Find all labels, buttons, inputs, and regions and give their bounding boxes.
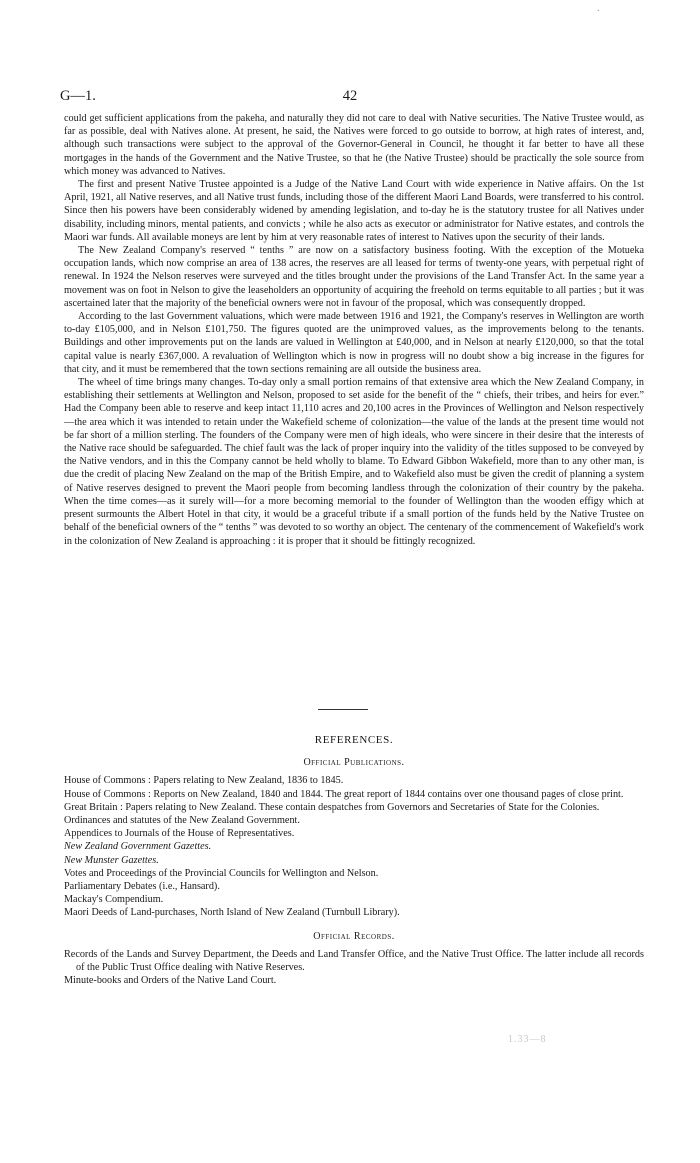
paragraph: could get sufficient applications from the pakeha, and naturally they did not care to deal with Native securities. The Native Trustee would, as far as possible, deal with Natives alone. At present, he said, the Natives were forced to go outside to borrow, at high rates of interest, and, although such transactions were subject to the approval of the Governor-General in Council, he thought it far better to have all these mortgages in the hands of the Government and the Native Trustee, so that he (the Native Trustee) should be practically the sole source from which money was advanced to Natives. (64, 113, 644, 177)
reference-item: Records of the Lands and Survey Department, the Deeds and Land Transfer Office, and the Native Trust Office. The latter include all records of the Public Trust Office dealing with Native Reserves. (64, 948, 644, 974)
reference-item: Parliamentary Debates (i.e., Hansard). (64, 881, 220, 893)
reference-item: Votes and Proceedings of the Provincial Councils for Wellington and Nelson. (64, 867, 379, 879)
reference-item: New Munster Gazettes. (64, 854, 159, 866)
reference-item: Maori Deeds of Land-purchases, North Island of New Zealand (Turnbull Library). (64, 907, 400, 919)
page-header (60, 88, 640, 108)
page-number: 42 (342, 88, 358, 104)
reference-item: Ordinances and statutes of the New Zealand Government. (64, 815, 300, 827)
reference-item: Minute-books and Orders of the Native Land Court. (64, 975, 277, 987)
official-records-heading: Official Records. (313, 930, 395, 942)
paragraph: The first and present Native Trustee appointed is a Judge of the Native Land Court with wide experience in Native affairs. On the 1st April, 1921, all Native reserves, and all Native trust funds, including those of the different Maori Land Boards, were transferred to his control. Since then his powers have been considerably widened by amending legislation, and to-day he is the statutory trustee for all Natives under disability, including minors, mental patients, and convicts ; while he also acts as executor or administrator for Native estates, and controls the Maori war funds. All available moneys are lent by him at very reasonable rates of interest to Natives upon the security of their lands. (64, 179, 644, 243)
reference-item: New Zealand Government Gazettes. (64, 841, 212, 853)
reference-item: House of Commons : Reports on New Zealand, 1840 and 1844. The great report of 1844 contains over one thousand pages of close print. (64, 788, 624, 800)
sessional-paper-number: G—1. (60, 88, 96, 104)
official-publications-heading: Official Publications. (303, 757, 405, 769)
section-divider (318, 709, 368, 710)
paragraph: According to the last Government valuations, which were made between 1916 and 1921, the Company's reserves in Wellington are worth to-day £105,000, and in Nelson £101,750. The figures quoted are the unimproved values, as the improvements belong to the tenants. Buildings and other improvements put on the lands are valued in Wellington at £40,000, and in Nelson at nearly £120,000, so that the total capital value is nearly £367,000. A revaluation of Wellington which is now in progress will no doubt show a big increase in the figures for that city, and it must be remembered that the town sections remaining are all outside the business area. (64, 311, 644, 375)
official-records-list (64, 948, 644, 988)
paragraph: The New Zealand Company's reserved “ tenths ” are now on a satisfactory business footing. With the exception of the Motueka occupation lands, which now comprise an area of 138 acres, the reserves are all leased for terms of twenty-one years, with perpetual right of renewal. In 1924 the Nelson reserves were surveyed and the titles brought under the provisions of the Land Transfer Act. In the same year a movement was on foot in Nelson to give the leaseholders an opportunity of acquiring the freehold on terms equitable to all parties ; but it was ascertained later that the majority of the beneficial owners were not in favour of the proposal, which was consequently dropped. (64, 245, 644, 309)
body-text (64, 112, 644, 548)
reference-item: Mackay's Compendium. (64, 894, 164, 906)
reference-item: House of Commons : Papers relating to New Zealand, 1836 to 1845. (64, 775, 344, 787)
paragraph: The wheel of time brings many changes. To-day only a small portion remains of that extensive area which the New Zealand Company, in establishing their settlements at Wellington and Nelson, proposed to set aside for the benefit of the “ chiefs, their tribes, and heirs for ever.” Had the Company been able to reserve and keep intact 11,110 acres and 20,100 acres in the Provinces of Wellington and Nelson respectively—the area which it was intended to retain under the Wakefield scheme of colonization—the value of the lands at the present time would not be far short of a million sterling. The founders of the Company were men of high ideals, who were sincere in their desire that the interests of the Native race should be safeguarded. The chief fault was the lack of proper inquiry into the validity of the titles supposed to be conveyed by the Native vendors, and in this the Company cannot be held wholly to blame. To Edward Gibbon Wakefield, more than to any other man, is due the credit of placing New Zealand on the map of the British Empire, and to Wakefield also must be given the credit of planning a system of Native reserves designed to prevent the Maori people from becoming landless through the colonization of their country by the pakeha. When the time comes—as it surely will—for a more becoming memorial to the founder of Wellington than the wooden effigy which at present surmounts the Albert Hotel in that city, it would be a graceful tribute if a small portion of the funds held by the Native Trustee on behalf of the beneficial owners of the “ tenths ” was devoted to so worthy an object. The centenary of the commencement of Wakefield's work in the colonization of New Zealand is approaching : it is proper that it should be fittingly recognized. (64, 377, 644, 547)
references-title: REFERENCES. (314, 734, 394, 746)
official-publications-list (64, 774, 644, 919)
references-section (64, 734, 644, 997)
reference-item: Appendices to Journals of the House of Representatives. (64, 828, 295, 840)
corner-mark: · (596, 6, 600, 17)
reference-item: Great Britain : Papers relating to New Zealand. These contain despatches from Governors and Secretaries of State for the Colonies. (64, 801, 600, 813)
faint-stamp: 1.33—8 (508, 1034, 547, 1045)
